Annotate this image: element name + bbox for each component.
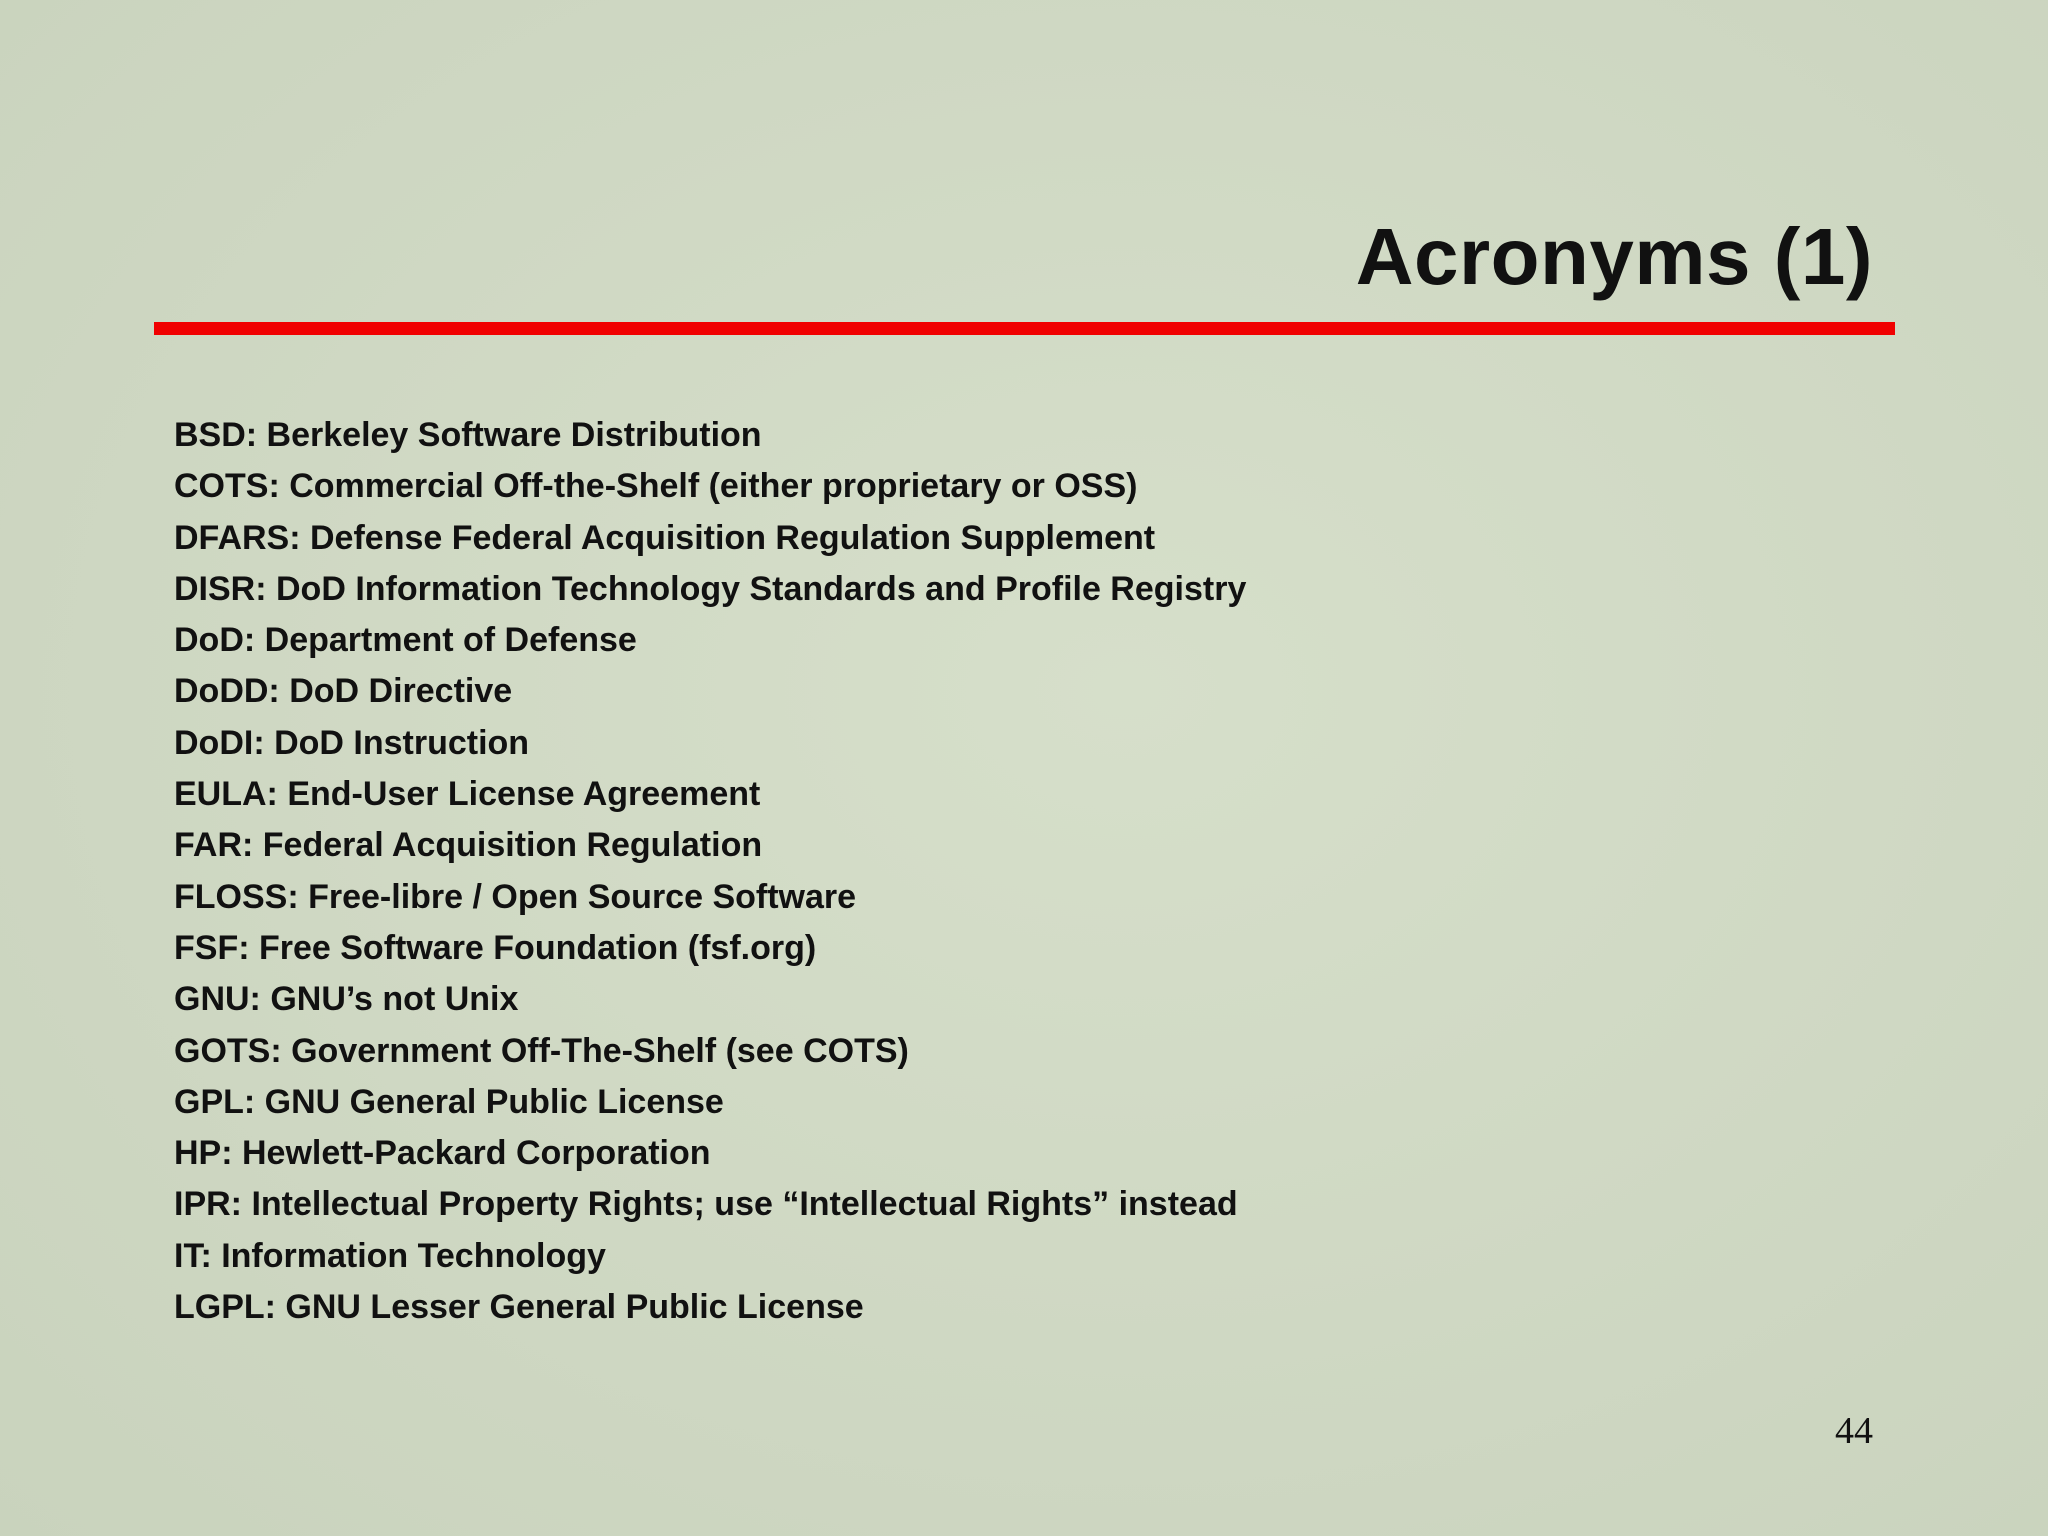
acronym-item: LGPL: GNU Lesser General Public License (174, 1288, 864, 1327)
acronym-item: GPL: GNU General Public License (174, 1082, 724, 1121)
acronym-item: FSF: Free Software Foundation (fsf.org) (174, 928, 817, 967)
acronym-item: DoDD: DoD Directive (174, 672, 513, 711)
acronym-item: COTS: Commercial Off-the-Shelf (either proprietary or OSS) (174, 467, 1138, 506)
acronym-item: HP: Hewlett-Packard Corporation (174, 1134, 711, 1173)
acronym-item: GNU: GNU’s not Unix (174, 980, 519, 1019)
acronym-item: EULA: End-User License Agreement (174, 775, 761, 814)
acronym-item: DISR: DoD Information Technology Standards and Profile Registry (174, 569, 1247, 608)
acronym-item: DFARS: Defense Federal Acquisition Regulation Supplement (174, 518, 1156, 557)
acronym-item: GOTS: Government Off-The-Shelf (see COTS) (174, 1031, 909, 1070)
acronym-item: DoDI: DoD Instruction (174, 723, 530, 762)
acronym-item: FLOSS: Free-libre / Open Source Software (174, 877, 857, 916)
acronym-list (174, 410, 1246, 1333)
slide-title: Acronyms (1) (1355, 211, 1873, 301)
acronym-item: BSD: Berkeley Software Distribution (174, 416, 762, 454)
acronym-item: FAR: Federal Acquisition Regulation (174, 826, 763, 865)
acronym-item: DoD: Department of Defense (174, 621, 637, 660)
title-divider (154, 322, 1895, 335)
acronym-item: IT: Information Technology (174, 1236, 606, 1275)
page-number: 44 (1835, 1410, 1873, 1452)
acronym-item: IPR: Intellectual Property Rights; use “Intellectual Rights” instead (174, 1185, 1238, 1224)
